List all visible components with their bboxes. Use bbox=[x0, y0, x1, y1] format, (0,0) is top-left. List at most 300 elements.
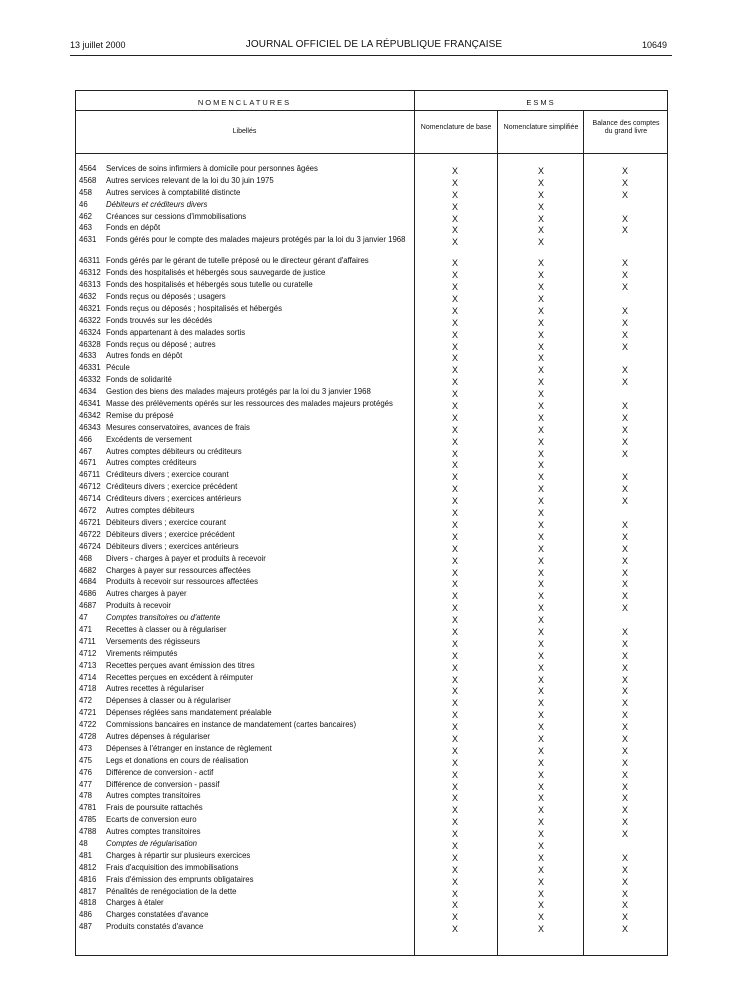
mark-base: X bbox=[451, 781, 458, 792]
mark-simplifiee: X bbox=[537, 603, 544, 614]
account-label: Autres recettes à régulariser bbox=[106, 684, 204, 694]
mark-simplifiee: X bbox=[537, 412, 544, 423]
account-code: 4672 bbox=[79, 506, 97, 516]
mark-base: X bbox=[451, 531, 458, 542]
mark-simplifiee: X bbox=[537, 793, 544, 804]
account-code: 466 bbox=[79, 434, 93, 444]
table-row bbox=[0, 587, 748, 602]
mark-simplifiee: X bbox=[537, 377, 544, 388]
mark-balance: X bbox=[621, 626, 628, 637]
account-label: Fonds reçus ou déposés ; hospitalisés et hébergés bbox=[106, 303, 282, 313]
mark-base: X bbox=[451, 412, 458, 423]
mark-balance: X bbox=[621, 722, 628, 733]
mark-balance: X bbox=[621, 377, 628, 388]
mark-simplifiee: X bbox=[537, 305, 544, 316]
account-code: 4722 bbox=[79, 720, 97, 730]
table-row bbox=[0, 326, 748, 338]
table-row bbox=[0, 361, 748, 376]
mark-simplifiee: X bbox=[537, 840, 544, 851]
account-code: 472 bbox=[79, 696, 93, 706]
mark-balance: X bbox=[621, 686, 628, 697]
mark-simplifiee: X bbox=[537, 543, 544, 554]
mark-balance: X bbox=[621, 757, 628, 768]
mark-base: X bbox=[451, 424, 458, 435]
mark-simplifiee: X bbox=[537, 674, 544, 685]
account-code: 478 bbox=[79, 791, 93, 801]
account-code: 4684 bbox=[79, 577, 97, 587]
account-code: 46332 bbox=[79, 375, 101, 385]
table-row bbox=[0, 174, 748, 186]
table-row bbox=[0, 611, 748, 626]
group-nomenclatures: NOMENCLATURES bbox=[197, 98, 292, 107]
table-row bbox=[0, 659, 748, 671]
mark-simplifiee: X bbox=[537, 805, 544, 816]
mark-base: X bbox=[451, 317, 458, 328]
account-label: Excédents de versement bbox=[106, 434, 192, 444]
mark-base: X bbox=[451, 436, 458, 447]
header-date: 13 juillet 2000 bbox=[70, 40, 126, 50]
mark-simplifiee: X bbox=[537, 722, 544, 733]
mark-base: X bbox=[451, 282, 458, 293]
table-body bbox=[0, 162, 748, 935]
mark-balance: X bbox=[621, 484, 628, 495]
mark-base: X bbox=[451, 365, 458, 376]
mark-simplifiee: X bbox=[537, 341, 544, 352]
account-label: Fonds gérés pour le compte des malades majeurs protégés par la loi du 3 janvier 1968 bbox=[106, 235, 406, 245]
account-label: Recettes perçues en excédent à réimputer bbox=[106, 672, 253, 682]
col-header-simplifiee: Nomenclature simplifiée bbox=[503, 124, 579, 131]
table-row bbox=[0, 314, 748, 326]
mark-base: X bbox=[451, 852, 458, 863]
table-row bbox=[0, 210, 748, 222]
mark-base: X bbox=[451, 389, 458, 400]
mark-base: X bbox=[451, 638, 458, 649]
mark-base: X bbox=[451, 401, 458, 412]
account-code: 4711 bbox=[79, 636, 96, 646]
mark-base: X bbox=[451, 496, 458, 507]
table-row bbox=[0, 186, 748, 198]
mark-base: X bbox=[451, 591, 458, 602]
mark-base: X bbox=[451, 745, 458, 756]
mark-simplifiee: X bbox=[537, 225, 544, 236]
mark-simplifiee: X bbox=[537, 829, 544, 840]
account-code: 46711 bbox=[79, 470, 101, 480]
account-label: Divers - charges à payer et produits à recevoir bbox=[106, 553, 266, 563]
account-label: Remise du préposé bbox=[106, 410, 174, 420]
account-label: Fonds des hospitalisés et hébergés sous sauvegarde de justice bbox=[106, 268, 326, 278]
header-page-number: 10649 bbox=[642, 40, 668, 50]
account-label: Débiteurs et créditeurs divers bbox=[106, 199, 208, 209]
mark-balance: X bbox=[621, 213, 628, 224]
account-code: 4632 bbox=[79, 292, 97, 302]
table-row bbox=[0, 861, 748, 873]
account-label: Autres services relevant de la loi du 30 juin 1975 bbox=[106, 175, 274, 185]
mark-base: X bbox=[451, 769, 458, 780]
mark-base: X bbox=[451, 615, 458, 626]
account-label: Produits à recevoir bbox=[106, 601, 172, 611]
mark-base: X bbox=[451, 460, 458, 471]
mark-balance: X bbox=[621, 745, 628, 756]
account-label: Autres dépenses à régulariser bbox=[106, 731, 211, 741]
mark-base: X bbox=[451, 840, 458, 851]
mark-base: X bbox=[451, 508, 458, 519]
mark-simplifiee: X bbox=[537, 615, 544, 626]
account-code: 481 bbox=[79, 850, 93, 860]
mark-simplifiee: X bbox=[537, 698, 544, 709]
mark-balance: X bbox=[621, 579, 628, 590]
mark-balance: X bbox=[621, 733, 628, 744]
mark-balance: X bbox=[621, 555, 628, 566]
mark-balance: X bbox=[621, 698, 628, 709]
mark-balance: X bbox=[621, 305, 628, 316]
mark-simplifiee: X bbox=[537, 864, 544, 875]
mark-balance: X bbox=[621, 472, 628, 483]
account-code: 47 bbox=[79, 613, 88, 623]
account-code: 458 bbox=[79, 187, 93, 197]
account-label: Commissions bancaires en instance de mandatement (cartes bancaires) bbox=[106, 720, 357, 730]
col-header-base: Nomenclature de base bbox=[420, 124, 492, 131]
mark-simplifiee: X bbox=[537, 876, 544, 887]
table-row bbox=[0, 849, 748, 861]
mark-base: X bbox=[451, 258, 458, 269]
table-row bbox=[0, 564, 748, 576]
mark-base: X bbox=[451, 912, 458, 923]
table-row bbox=[0, 266, 748, 281]
account-code: 46721 bbox=[79, 517, 101, 527]
mark-simplifiee: X bbox=[537, 781, 544, 792]
table-row bbox=[0, 778, 748, 790]
mark-simplifiee: X bbox=[537, 317, 544, 328]
account-code: 4812 bbox=[79, 862, 97, 872]
mark-base: X bbox=[451, 567, 458, 578]
table-row bbox=[0, 896, 748, 911]
mark-simplifiee: X bbox=[537, 710, 544, 721]
mark-base: X bbox=[451, 829, 458, 840]
account-label: Pécule bbox=[106, 363, 130, 373]
account-code: 4728 bbox=[79, 731, 97, 741]
mark-simplifiee: X bbox=[537, 436, 544, 447]
mark-base: X bbox=[451, 294, 458, 305]
table-row bbox=[0, 908, 748, 923]
mark-base: X bbox=[451, 888, 458, 899]
mark-simplifiee: X bbox=[537, 912, 544, 923]
mark-base: X bbox=[451, 189, 458, 200]
mark-balance: X bbox=[621, 864, 628, 875]
account-label: Charges à répartir sur plusieurs exercices bbox=[106, 850, 251, 860]
account-code: 46341 bbox=[79, 399, 101, 409]
table-row bbox=[0, 278, 748, 293]
mark-base: X bbox=[451, 177, 458, 188]
account-label: Recettes perçues avant émission des titres bbox=[106, 660, 255, 670]
account-label: Virements réimputés bbox=[106, 648, 178, 658]
mark-balance: X bbox=[621, 412, 628, 423]
account-code: 46342 bbox=[79, 410, 101, 420]
mark-balance: X bbox=[621, 329, 628, 340]
mark-balance: X bbox=[621, 258, 628, 269]
account-label: Comptes de régularisation bbox=[106, 838, 198, 848]
account-code: 4712 bbox=[79, 648, 97, 658]
account-label: Frais d'acquisition des immobilisations bbox=[106, 862, 239, 872]
mark-base: X bbox=[451, 329, 458, 340]
mark-base: X bbox=[451, 698, 458, 709]
header-rule bbox=[70, 55, 672, 56]
mark-base: X bbox=[451, 519, 458, 530]
mark-simplifiee: X bbox=[537, 852, 544, 863]
account-label: Fonds trouvés sur les décédés bbox=[106, 315, 213, 325]
mark-balance: X bbox=[621, 852, 628, 863]
group-header-divider bbox=[75, 110, 668, 111]
account-label: Débiteurs divers ; exercice courant bbox=[106, 517, 227, 527]
mark-balance: X bbox=[621, 424, 628, 435]
table-row bbox=[0, 682, 748, 697]
account-code: 4564 bbox=[79, 164, 97, 173]
account-code: 46712 bbox=[79, 482, 101, 492]
account-code: 473 bbox=[79, 743, 93, 753]
mark-balance: X bbox=[621, 829, 628, 840]
table-row bbox=[0, 456, 748, 471]
mark-simplifiee: X bbox=[537, 237, 544, 248]
account-code: 46324 bbox=[79, 327, 101, 337]
account-code: 4781 bbox=[79, 803, 97, 813]
table-row bbox=[0, 397, 748, 412]
account-label: Dépenses réglées sans mandatement préalable bbox=[106, 708, 272, 718]
table-row bbox=[0, 766, 748, 778]
table-row bbox=[0, 433, 748, 445]
mark-base: X bbox=[451, 710, 458, 721]
mark-simplifiee: X bbox=[537, 389, 544, 400]
account-label: Créditeurs divers ; exercices antérieurs bbox=[106, 494, 242, 504]
mark-balance: X bbox=[621, 900, 628, 911]
mark-simplifiee: X bbox=[537, 270, 544, 281]
mark-simplifiee: X bbox=[537, 353, 544, 364]
account-code: 4633 bbox=[79, 351, 97, 361]
mark-balance: X bbox=[621, 448, 628, 459]
account-label: Débiteurs divers ; exercices antérieurs bbox=[106, 541, 239, 551]
account-label: Autres comptes transitoires bbox=[106, 827, 201, 837]
table-row bbox=[0, 789, 748, 804]
mark-base: X bbox=[451, 353, 458, 364]
table-row bbox=[0, 635, 748, 647]
column-header-divider bbox=[75, 153, 668, 154]
table-row bbox=[0, 801, 748, 816]
mark-balance: X bbox=[621, 876, 628, 887]
account-code: 462 bbox=[79, 211, 93, 221]
account-code: 46 bbox=[79, 199, 88, 209]
mark-simplifiee: X bbox=[537, 817, 544, 828]
mark-base: X bbox=[451, 341, 458, 352]
table-row bbox=[0, 885, 748, 897]
mark-balance: X bbox=[621, 567, 628, 578]
account-code: 4713 bbox=[79, 660, 97, 670]
mark-base: X bbox=[451, 448, 458, 459]
mark-balance: X bbox=[621, 603, 628, 614]
header-title: JOURNAL OFFICIEL DE LA RÉPUBLIQUE FRANÇAISE bbox=[245, 39, 503, 50]
mark-base: X bbox=[451, 225, 458, 236]
mark-simplifiee: X bbox=[537, 591, 544, 602]
mark-simplifiee: X bbox=[537, 686, 544, 697]
mark-base: X bbox=[451, 793, 458, 804]
account-label: Autres charges à payer bbox=[106, 589, 187, 599]
account-code: 48 bbox=[79, 838, 88, 848]
table-row bbox=[0, 409, 748, 421]
account-code: 4714 bbox=[79, 672, 97, 682]
account-label: Charges à étaler bbox=[106, 898, 164, 908]
account-code: 4718 bbox=[79, 684, 97, 694]
account-code: 4687 bbox=[79, 601, 97, 611]
account-label: Autres comptes débiteurs bbox=[106, 506, 195, 516]
table-row bbox=[0, 528, 748, 540]
mark-simplifiee: X bbox=[537, 258, 544, 269]
table-row bbox=[0, 338, 748, 350]
mark-simplifiee: X bbox=[537, 519, 544, 530]
mark-balance: X bbox=[621, 225, 628, 236]
mark-simplifiee: X bbox=[537, 201, 544, 212]
mark-base: X bbox=[451, 757, 458, 768]
table-row bbox=[0, 492, 748, 507]
account-label: Recettes à classer ou à régulariser bbox=[106, 624, 227, 634]
account-code: 487 bbox=[79, 922, 93, 932]
table-row bbox=[0, 516, 748, 528]
table-row bbox=[0, 480, 748, 495]
mark-balance: X bbox=[621, 912, 628, 923]
account-code: 4671 bbox=[79, 458, 97, 468]
account-label: Autres comptes débiteurs ou créditeurs bbox=[106, 446, 242, 456]
mark-simplifiee: X bbox=[537, 329, 544, 340]
account-label: Charges constatées d'avance bbox=[106, 910, 209, 920]
account-code: 46331 bbox=[79, 363, 101, 373]
mark-base: X bbox=[451, 864, 458, 875]
account-label: Pénalités de renégociation de la dette bbox=[106, 886, 237, 896]
table-row bbox=[0, 373, 748, 388]
account-label: Créditeurs divers ; exercice courant bbox=[106, 470, 229, 480]
mark-balance: X bbox=[621, 888, 628, 899]
mark-simplifiee: X bbox=[537, 555, 544, 566]
mark-base: X bbox=[451, 305, 458, 316]
mark-base: X bbox=[451, 579, 458, 590]
account-code: 4686 bbox=[79, 589, 97, 599]
account-label: Ecarts de conversion euro bbox=[106, 815, 197, 825]
mark-base: X bbox=[451, 377, 458, 388]
mark-balance: X bbox=[621, 177, 628, 188]
account-label: Fonds gérés par le gérant de tutelle préposé ou le directeur gérant d'affaires bbox=[106, 256, 369, 266]
account-code: 46311 bbox=[79, 256, 101, 266]
table-row bbox=[0, 694, 748, 709]
mark-balance: X bbox=[621, 270, 628, 281]
account-code: 463 bbox=[79, 223, 93, 233]
account-code: 46714 bbox=[79, 494, 101, 504]
mark-balance: X bbox=[621, 436, 628, 447]
mark-balance: X bbox=[621, 924, 628, 935]
mark-balance: X bbox=[621, 805, 628, 816]
account-label: Débiteurs divers ; exercice précédent bbox=[106, 529, 235, 539]
mark-base: X bbox=[451, 213, 458, 224]
mark-base: X bbox=[451, 472, 458, 483]
table-row bbox=[0, 290, 748, 305]
account-code: 471 bbox=[79, 624, 93, 634]
table-row bbox=[0, 730, 748, 742]
mark-balance: X bbox=[621, 650, 628, 661]
account-code: 4817 bbox=[79, 886, 97, 896]
mark-base: X bbox=[451, 603, 458, 614]
mark-base: X bbox=[451, 237, 458, 248]
mark-simplifiee: X bbox=[537, 662, 544, 673]
table-row bbox=[0, 385, 748, 400]
account-label: Services de soins infirmiers à domicile pour personnes âgées bbox=[106, 164, 318, 173]
mark-balance: X bbox=[621, 189, 628, 200]
account-label: Mesures conservatoires, avances de frais bbox=[106, 422, 250, 432]
account-code: 46328 bbox=[79, 339, 101, 349]
account-code: 46322 bbox=[79, 315, 101, 325]
mark-simplifiee: X bbox=[537, 460, 544, 471]
table-row bbox=[0, 504, 748, 519]
mark-simplifiee: X bbox=[537, 424, 544, 435]
account-label: Fonds reçus ou déposés ; usagers bbox=[106, 292, 226, 302]
table-row bbox=[0, 754, 748, 766]
account-label: Fonds des hospitalisés et hébergés sous tutelle ou curatelle bbox=[106, 280, 313, 290]
account-code: 4568 bbox=[79, 175, 97, 185]
mark-simplifiee: X bbox=[537, 294, 544, 305]
account-code: 4634 bbox=[79, 387, 97, 397]
account-code: 46343 bbox=[79, 422, 101, 432]
account-code: 46321 bbox=[79, 303, 101, 313]
mark-base: X bbox=[451, 817, 458, 828]
mark-balance: X bbox=[621, 817, 628, 828]
account-label: Gestion des biens des malades majeurs protégés par la loi du 3 janvier 1968 bbox=[106, 387, 371, 397]
account-code: 475 bbox=[79, 755, 93, 765]
table-row bbox=[0, 540, 748, 552]
mark-simplifiee: X bbox=[537, 282, 544, 293]
mark-simplifiee: X bbox=[537, 472, 544, 483]
mark-balance: X bbox=[621, 496, 628, 507]
mark-balance: X bbox=[621, 710, 628, 721]
account-label: Autres comptes transitoires bbox=[106, 791, 201, 801]
account-code: 46313 bbox=[79, 280, 101, 290]
group-esms: ESMS bbox=[526, 98, 556, 107]
account-label: Frais d'émission des emprunts obligataires bbox=[106, 874, 254, 884]
mark-balance: X bbox=[621, 674, 628, 685]
account-label: Frais de poursuite rattachés bbox=[106, 803, 203, 813]
col-header-balance: Balance des comptes du grand livre bbox=[592, 120, 660, 135]
mark-balance: X bbox=[621, 662, 628, 673]
mark-simplifiee: X bbox=[537, 924, 544, 935]
table-row bbox=[0, 813, 748, 828]
account-label: Comptes transitoires ou d'attente bbox=[106, 613, 221, 623]
mark-balance: X bbox=[621, 543, 628, 554]
table-row bbox=[0, 647, 748, 659]
mark-balance: X bbox=[621, 166, 628, 176]
mark-balance: X bbox=[621, 365, 628, 376]
mark-balance: X bbox=[621, 793, 628, 804]
mark-base: X bbox=[451, 484, 458, 495]
table-row bbox=[0, 825, 748, 840]
account-code: 4721 bbox=[79, 708, 97, 718]
mark-base: X bbox=[451, 543, 458, 554]
mark-simplifiee: X bbox=[537, 650, 544, 661]
table-row bbox=[0, 445, 748, 457]
account-label: Fonds en dépôt bbox=[106, 223, 161, 233]
account-label: Créances sur cessions d'immobilisations bbox=[106, 211, 247, 221]
account-label: Dépenses à classer ou à régulariser bbox=[106, 696, 231, 706]
table-row bbox=[0, 421, 748, 433]
mark-simplifiee: X bbox=[537, 531, 544, 542]
mark-simplifiee: X bbox=[537, 900, 544, 911]
account-label: Créditeurs divers ; exercice précédent bbox=[106, 482, 238, 492]
mark-base: X bbox=[451, 924, 458, 935]
mark-balance: X bbox=[621, 781, 628, 792]
mark-simplifiee: X bbox=[537, 757, 544, 768]
table-row bbox=[0, 599, 748, 614]
account-label: Fonds reçus ou déposé ; autres bbox=[106, 339, 216, 349]
